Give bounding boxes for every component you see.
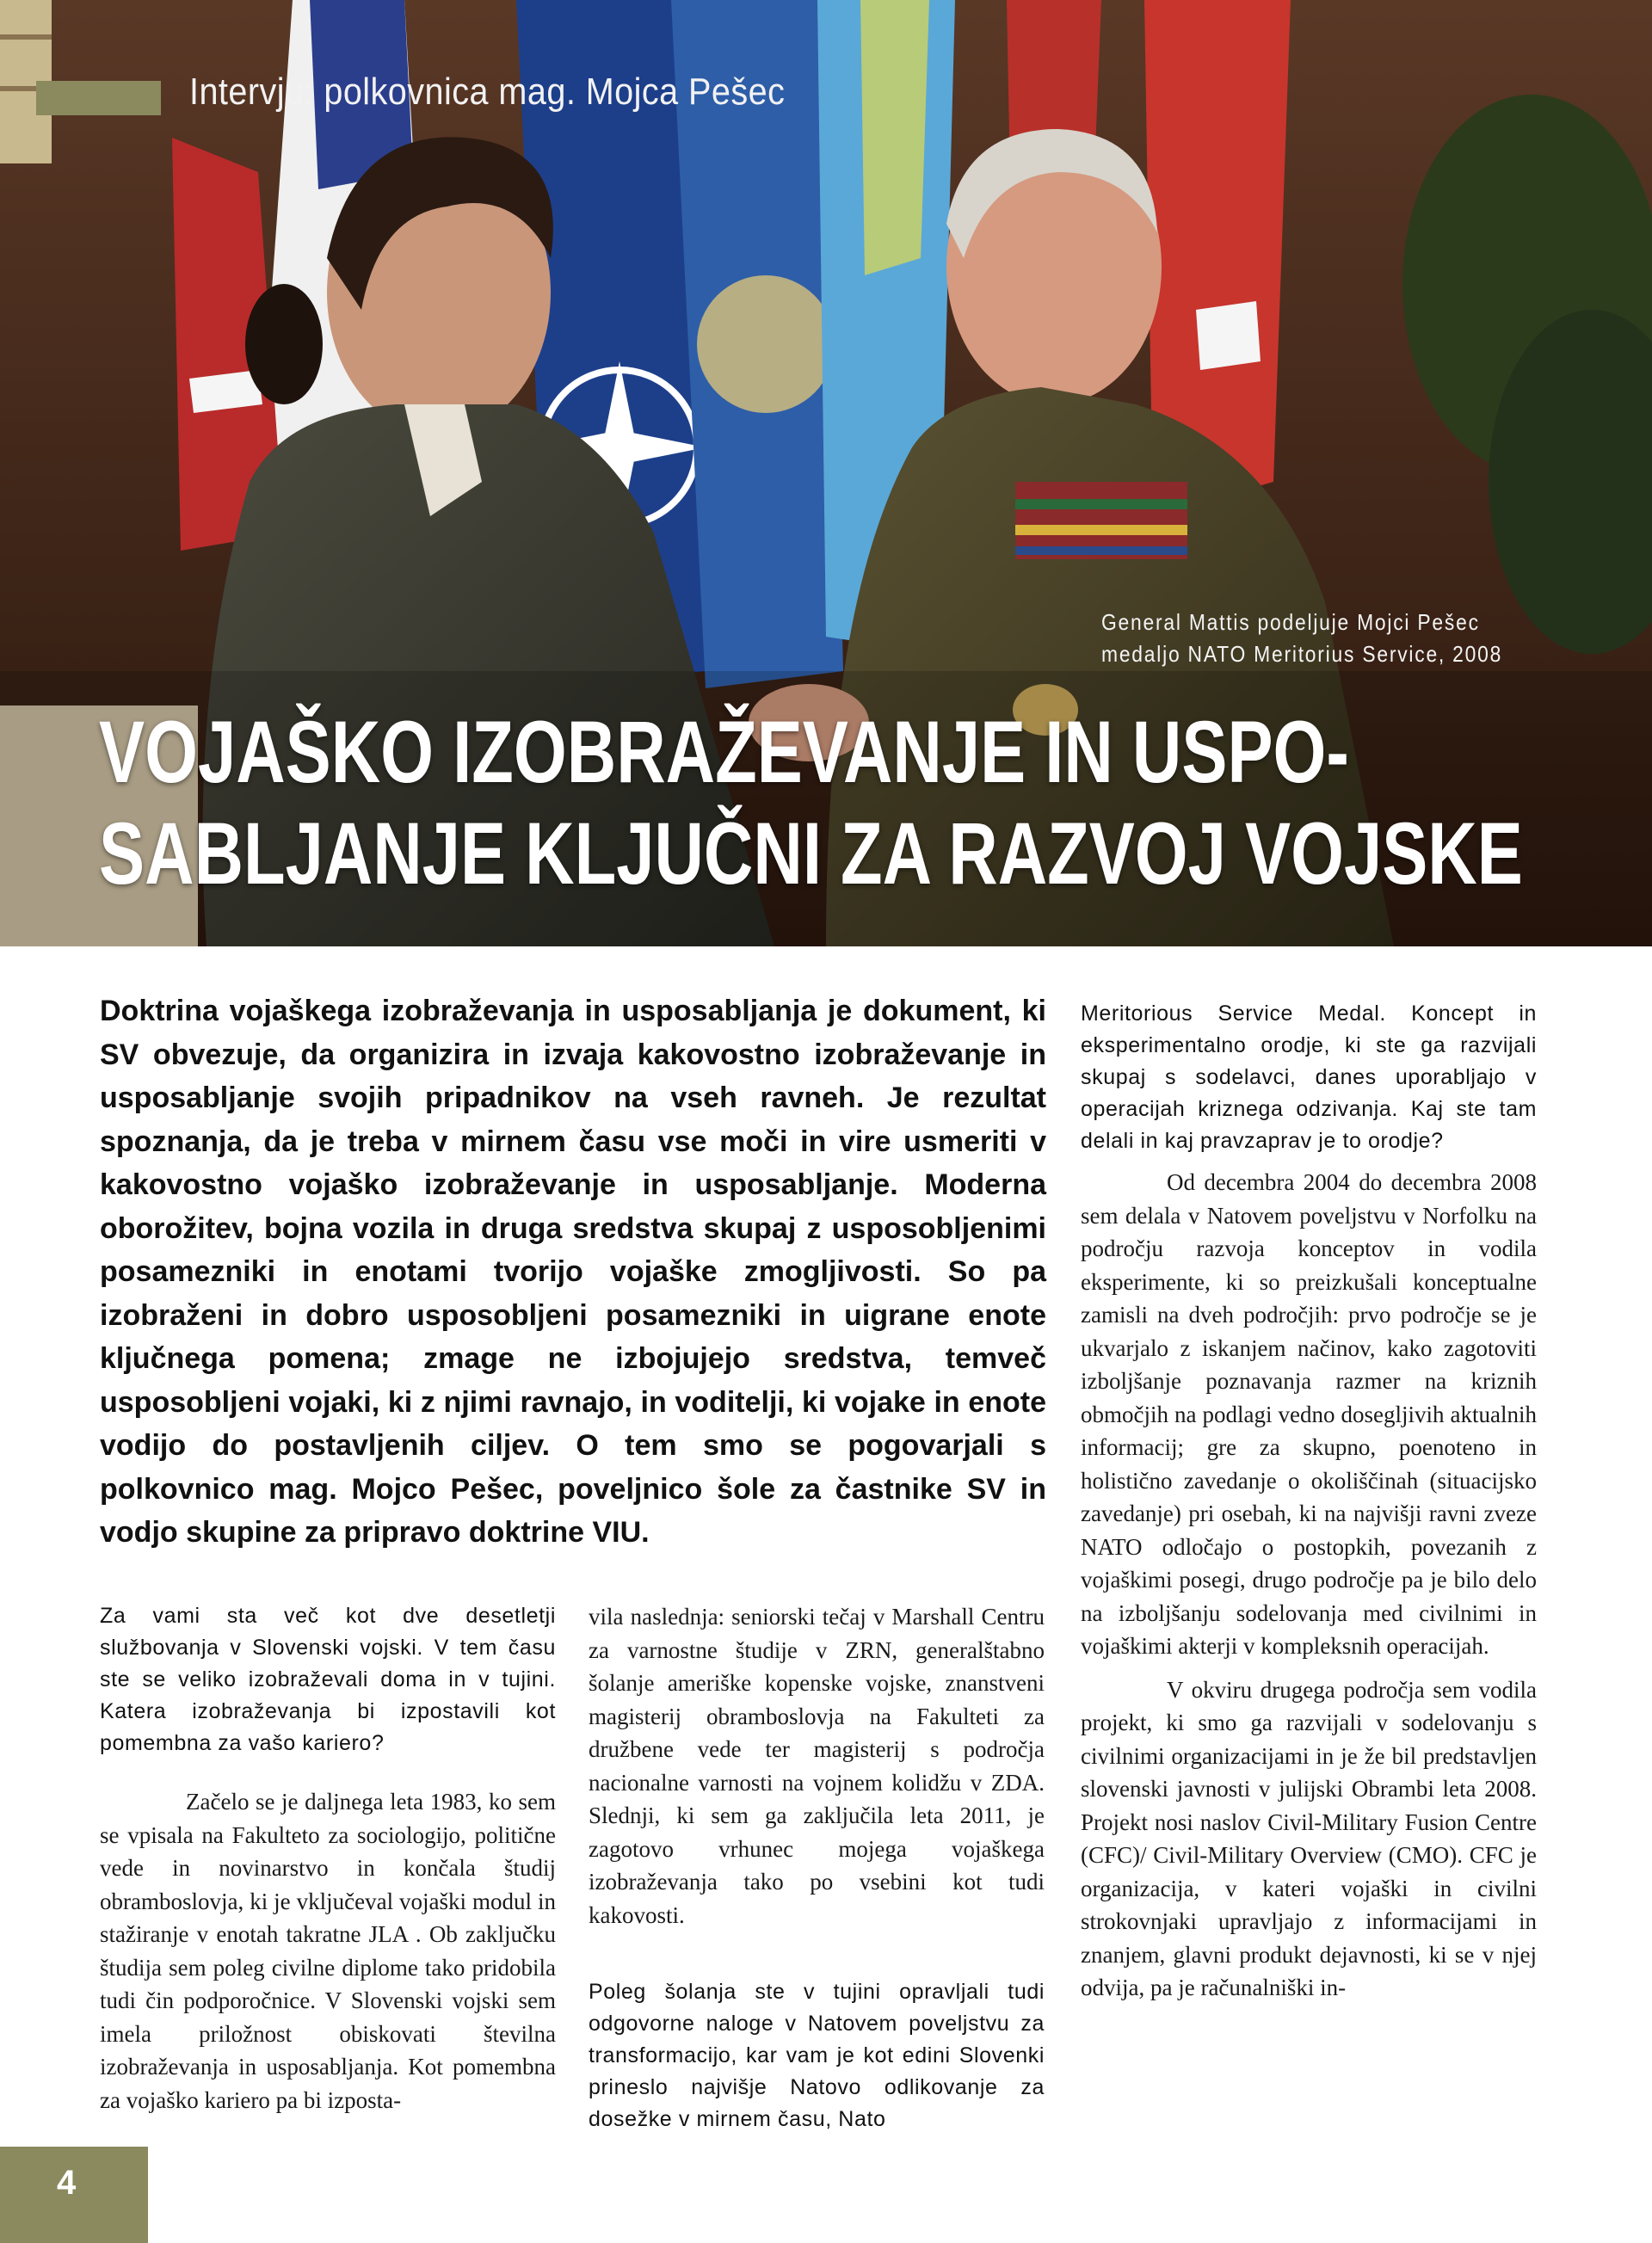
column-middle bbox=[589, 1600, 1045, 2135]
section-accent-bar bbox=[36, 81, 161, 115]
section-label: Intervju: polkovnica mag. Mojca Pešec bbox=[189, 71, 786, 113]
interview-answer: Od decembra 2004 do decembra 2008 sem delala v Natovem poveljstvu v Norfolku na področju razvoja konceptov in vodila eksperimente, ki so preizkušali konceptualne zamisli na dveh področjih: prvo področje se je ukvarjalo z iskanjem načinov, kako zagotoviti izboljšanje poznavanja razmer na kriznih območjih na podlagi vedno dosegljivih aktualnih informacij; gre za skupno, poenoteno in holistično zavedanje o okoliščinah (situacijsko zavedanje) pri osebah, ki na najvišji ravni zveze NATO odločajo o postopkih, povezanih z vojaškimi posegi, drugo področje pa je bilo delo na izboljšanju sodelovanja med civilnimi in vojaškimi akterji v kompleksnih operacijah. bbox=[1081, 1169, 1537, 1659]
interview-question: Za vami sta več kot dve desetletji službovanja v Slovenski vojski. V tem času ste se veliko izobraževali doma in v tujini. Katera izobraževanja bi izpostavili kot pomembna za vašo kariero? bbox=[100, 1604, 556, 1755]
page-number: 4 bbox=[57, 2164, 77, 2202]
interview-answer: V okviru drugega področja sem vodila projekt, ki smo ga razvijali v sodelovanju s civilnimi organizacijami in je že bil predstavljen slovenski javnosti v julijski Obrambi leta 2008. Projekt nosi naslov Civil-Military Fusion Centre (CFC)/ Civil-Military Overview (CMO). CFC je organizacija, v kateri vojaški in civilni strokovnjaki upravljajo z informacijami in znanjem, glavni produkt dejavnosti, ki se v njej odvija, pa je računalniški in- bbox=[1081, 1676, 1537, 2000]
photo-caption bbox=[1101, 607, 1556, 670]
interview-question: Poleg šolanja ste v tujini opravljali tudi odgovorne naloge v Natovem poveljstvu za transformacijo, kar vam je kot edini Slovenki prineslo najvišje Natovo odlikovanje za dosežke v mirnem času, Nato bbox=[589, 1980, 1045, 2131]
interview-answer: vila naslednja: seniorski tečaj v Marshall Centru za varnostne študije v ZRN, generalštabno šolanje ameriške kopenske vojske, znanstveni magisterij obramboslovja na Fakulteti za družbene vede ter magisterij s področja nacionalne varnosti na vojnem kolidžu v ZDA. Slednji, ki sem ga zaključila leta 2011, je zagotovo vrhunec mojega vojaškega izobraževanja tako po vsebini kot tudi kakovosti. bbox=[589, 1604, 1045, 1928]
column-right bbox=[1081, 998, 1537, 2005]
photo-caption-line2: medaljo NATO Meritorius Service, 2008 bbox=[1101, 641, 1503, 667]
photo-caption-line1: General Mattis podeljuje Mojci Pešec bbox=[1101, 609, 1480, 635]
hero-photo bbox=[0, 0, 1652, 946]
interview-answer: Začelo se je daljnega leta 1983, ko sem se vpisala na Fakulteto za sociologijo, politične vede in novinarstvo in končala študij obramboslovja, ki je vključeval vojaški modul in stažiranje v enotah takratne JLA . Ob zaključku študija sem poleg civilne diplome tako pridobila tudi čin podporočnice. V Slovenski vojski sem imela priložnost obiskovati številna izobraževanja in usposabljanja. Kot pomembna za vojaško kariero pa bi izposta- bbox=[100, 1789, 556, 2113]
article-headline bbox=[99, 701, 1523, 904]
lead-paragraph: Doktrina vojaškega izobraževanja in usposabljanja je dokument, ki SV obvezuje, da organizira in izvaja kakovostno izobraževanje in usposabljanje svojih pripadnikov na vseh ravneh. Je rezultat spoznanja, da je treba v mirnem času vse moči in vire usmeriti v kakovostno vojaško izobraževanje in usposabljanje. Moderna oborožitev, bojna vozila in druga sredstva skupaj z usposobljenimi posamezniki in enotami tvorijo vojaške zmogljivosti. So pa izobraženi in dobro usposobljeni posamezniki in uigrane enote ključnega pomena; zmage ne izbojujejo sredstva, temveč usposobljeni vojaki, ki z njimi ravnajo, in voditelji, ki vojake in enote vodijo do postavljenih ciljev. O tem smo se pogovarjali s polkovnico mag. Mojco Pešec, poveljnico šole za častnike SV in vodjo skupine za pripravo doktrine VIU. bbox=[100, 995, 1046, 1549]
headline-line2: SABLJANJE KLJUČNI ZA RAZVOJ VOJSKE bbox=[99, 804, 1523, 903]
column-left bbox=[100, 1600, 556, 2117]
headline-line1: VOJAŠKO IZOBRAŽEVANJE IN USPO- bbox=[99, 703, 1349, 801]
interview-question: Meritorious Service Medal. Koncept in eksperimentalno orodje, ki ste ga razvijali skupaj s sodelavci, danes uporabljajo v operacijah kriznega odzivanja. Kaj ste tam delali in kaj pravzaprav je to orodje? bbox=[1081, 1001, 1537, 1153]
